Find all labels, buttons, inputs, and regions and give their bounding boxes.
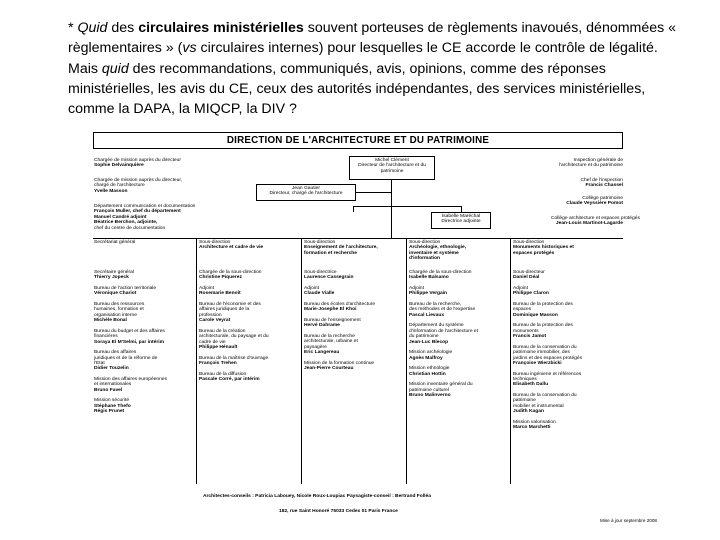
org-line: Christine Piquerez — [199, 275, 242, 281]
org-line: Dominique Masson — [513, 312, 558, 318]
org-line: Philippe Hénault — [199, 345, 238, 351]
org-line: Claude Vialle — [304, 291, 335, 297]
org-line: Bureau de la conservation du — [513, 393, 577, 398]
org-line: chef du centre de documentation — [94, 225, 166, 231]
org-line: Bruno Malinverno — [409, 393, 451, 398]
org-line: Bureau de l'enseignement — [304, 318, 361, 323]
org-line: Didier Touzelin — [94, 366, 129, 372]
org-line: Bureau de la création — [199, 328, 246, 334]
org-line: Françoise Wierzbicki — [513, 361, 562, 367]
org-footer-address: 182, rue Saint Honoré 75033 Cedex 01 Paris France — [279, 509, 398, 514]
left-staff-entry — [94, 204, 195, 231]
org-line: Monuments historiques et — [513, 245, 574, 251]
org-line: Jean Gautier — [291, 186, 320, 191]
org-line: Manuel Candré adjoint — [94, 214, 147, 220]
org-line: espaces — [513, 307, 532, 313]
org-line: Bureau de la protection des — [513, 302, 573, 307]
org-line: Bruno Favel — [94, 387, 123, 393]
org-line: inventaire et système — [409, 250, 459, 256]
org-line: Elisabeth Dallu — [513, 382, 549, 388]
org-line: Directrice adjointe — [441, 219, 481, 225]
subdirection-item — [304, 302, 375, 313]
intro-segment: circulaires ministérielles — [138, 20, 304, 36]
org-line: Bureau des écoles d'architecture — [304, 302, 376, 307]
intro-segment: des — [107, 20, 139, 36]
org-line: Bureau des affaires — [94, 350, 137, 356]
org-line: Adjoint — [304, 286, 319, 291]
subdirection-item — [199, 329, 269, 351]
org-line: Mission valorisation — [513, 419, 556, 425]
org-line: Bureau des ressources — [94, 302, 145, 307]
intro-segment: quid — [101, 60, 129, 77]
org-line: affaires juridiques de la — [199, 307, 250, 313]
subdirection-item — [409, 382, 473, 398]
intro-segment: Quid — [77, 20, 108, 36]
subdirection-item — [304, 318, 361, 329]
intro-segment: vs — [182, 40, 197, 57]
org-footer-advisors: Architectes-conseils : Patricia Labouey, Nicole Roux-Loupiac Paysagiste-conseil : Bertrand Folléa — [203, 494, 431, 499]
org-line: Pascal Lievaux — [409, 312, 445, 318]
org-line: Mission archéologie — [409, 350, 453, 356]
org-line: Collège patrimoine — [582, 196, 623, 201]
right-staff-entry — [551, 178, 623, 189]
subdirection-item — [304, 270, 353, 281]
subdirection-item — [513, 345, 582, 367]
subdirection-head — [199, 240, 263, 251]
org-line: Bureau de la protection des — [513, 323, 573, 329]
org-line: Inspection générale de — [573, 158, 623, 163]
subdirection-item — [409, 286, 447, 297]
subdirection-item — [513, 270, 545, 281]
subdirection-item — [513, 393, 577, 415]
org-line: d'information de l'architecture et — [409, 328, 479, 334]
org-line: Bureau de la conservation du — [513, 344, 577, 350]
org-line: Mission des affaires européennes — [94, 377, 168, 382]
org-line: Bureau de la diffusion — [199, 371, 247, 377]
org-line: Directeur de l'architecture et du — [358, 163, 426, 169]
subdirection-item — [199, 302, 261, 324]
org-line: paysagère — [304, 344, 327, 350]
org-line: Hervé Dahrame — [304, 323, 340, 329]
deputy-box — [431, 212, 491, 229]
org-line: Thierry Jopeck — [94, 275, 129, 281]
org-line: Isabelle Balsamo — [409, 275, 449, 281]
org-line: Jean-Louis Martinot-Lagarde — [555, 221, 623, 227]
org-line: Sous-direction — [304, 240, 336, 245]
org-line: Carole Veyrat — [199, 318, 231, 324]
org-line: Laurence Cassegrain — [304, 275, 354, 281]
subdirection-head — [409, 240, 466, 262]
subdirection-item — [199, 356, 268, 367]
org-line: Sous-directrice — [304, 270, 337, 275]
org-line: Véronique Chariot — [94, 291, 137, 297]
org-line: François Trehen — [199, 361, 237, 366]
org-line: Bureau de la maîtrise d'ouvrage — [199, 355, 269, 361]
org-line: Régis Prunet — [94, 409, 125, 415]
org-line: Sophie Delvainquière — [94, 163, 144, 169]
org-line: patrimoine — [513, 398, 536, 404]
org-line: d'information — [409, 256, 441, 262]
org-line: Michel Clément — [375, 158, 409, 163]
org-line: Chargée de la sous-direction — [409, 270, 472, 275]
subdirection-item — [513, 323, 573, 339]
org-line: patrimoine — [380, 168, 404, 174]
org-line: Philippe Vergain — [409, 291, 448, 297]
org-line: Sous-directeur — [513, 270, 545, 275]
right-staff-entry — [551, 158, 623, 169]
org-line: Directeur, chargé de l'architecture — [269, 191, 343, 197]
subdirection-item — [94, 350, 157, 372]
org-line: Adjoint — [199, 286, 214, 291]
org-line: Bureau de la recherche — [304, 334, 355, 339]
intro-segment: circulaires internes) pour lesquelles le CE accorde le contrôle de légalité. Mais — [68, 40, 658, 77]
org-line: patrimoine culturel — [409, 387, 449, 393]
subdirection-item — [94, 329, 165, 345]
org-line: Bureau de l'action territoriale — [94, 286, 157, 291]
org-line: l'architecture et du patrimoine — [558, 163, 623, 169]
org-line: chargé de l'architecture — [94, 183, 145, 189]
org-line: Mission inventaire général du — [409, 382, 473, 388]
subdirection-item — [94, 302, 144, 324]
org-line: des méthodes et de l'expertise — [409, 307, 476, 313]
subdirection-item — [94, 270, 134, 281]
org-line: Agnès Malfroy — [409, 355, 443, 361]
org-line: Architecture et cadre de vie — [199, 245, 264, 251]
subdirection-item — [513, 286, 549, 297]
left-staff-entry — [94, 158, 181, 169]
org-line: Département communication et documentation — [94, 204, 196, 209]
org-line: humaines, formation et — [94, 307, 144, 313]
org-line: techniques — [513, 377, 537, 382]
org-line: Sous-direction — [199, 240, 231, 245]
director-box — [349, 156, 435, 180]
org-line: juridiques et de la réforme de — [94, 355, 158, 361]
org-line: Christian Hottin — [409, 371, 446, 377]
subdirection-item — [409, 350, 452, 361]
intro-segment: des recommandations, communiqués, avis, opinions, comme des réponses ministérielles, les avis du CE, ceux des autorités indépendantes, des services ministérielles, comme la DAPA, la MIQCP, la DIV ? — [68, 60, 646, 118]
org-line: Yvelle Masson — [94, 188, 128, 194]
org-line: Eric Langereau — [304, 350, 340, 356]
org-line: Bureau de la recherche, — [409, 302, 462, 307]
org-line: Archéologie, ethnologie, — [409, 245, 467, 251]
org-line: organisation interne — [94, 312, 137, 318]
org-line: Mission sécurité — [94, 398, 130, 404]
org-line: Bureau du budget et des affaires — [94, 328, 165, 334]
org-line: Soraya El M'Selmi, par intérim — [94, 339, 164, 345]
org-line: Jean-Pierre Courteau — [304, 366, 354, 372]
org-line: Rosemarie Benoît — [199, 291, 241, 297]
org-line: Mission de la formation continue — [304, 360, 375, 366]
org-line: Adjoint — [409, 286, 424, 291]
org-line: Pascale Corré, par intérim — [199, 377, 260, 382]
org-line: Bureau de l'économie et des — [199, 302, 261, 307]
org-line: Chef de l'inspection — [580, 178, 623, 183]
intro-segment: * — [68, 20, 78, 36]
right-staff-entry — [551, 196, 623, 207]
org-line: Daniel Déal — [513, 275, 540, 281]
subdirection-item — [409, 366, 450, 377]
left-staff-entry — [94, 178, 182, 194]
subdirection-item — [94, 377, 167, 393]
subdirection-item — [513, 372, 581, 388]
org-line: Marie-Josephe El Khoi — [304, 307, 357, 313]
org-line: et internationales — [94, 382, 132, 388]
subdirection-item — [94, 398, 131, 414]
org-line: Adjoint — [513, 286, 528, 291]
subdirection-item — [304, 286, 334, 297]
org-line: Jean-Luc Blecop — [409, 339, 449, 345]
subdirection-item — [199, 372, 260, 383]
org-line: Collège architecture et espaces protégés — [551, 216, 640, 221]
org-line: Mission ethnologie — [409, 366, 450, 372]
subdirection-item — [513, 302, 573, 318]
org-line: Francis Chassel — [585, 183, 623, 189]
subdirection-item — [304, 334, 358, 356]
org-line: Sous-direction — [409, 240, 441, 245]
intro-paragraph — [68, 18, 688, 119]
subdirection-item — [199, 270, 262, 281]
org-line: formation et recherche — [304, 250, 357, 256]
subdirection-item — [94, 286, 156, 297]
org-line: monuments — [513, 328, 539, 334]
subdirection-item — [409, 302, 475, 318]
org-chart — [93, 132, 657, 527]
org-line: l'Etat — [94, 361, 105, 366]
org-line: Claude Veyssière Pomot — [566, 201, 623, 207]
subdirection-head — [304, 240, 378, 256]
org-line: Sous-direction — [513, 240, 545, 245]
subdirection-item — [304, 361, 374, 372]
subdirection-item — [409, 270, 472, 281]
org-line: Chargée de mission auprès du directeur — [94, 158, 181, 163]
org-line: Judith Kagan — [513, 409, 544, 415]
org-line: du patrimoine — [409, 334, 439, 340]
org-line: patrimoine immobilier, des — [513, 350, 570, 356]
org-update-note: Mise à jour septembre 2008 — [600, 518, 657, 523]
org-line: Marco Marchetti — [513, 425, 551, 431]
org-line: cadre de vie — [199, 339, 226, 345]
org-line: Chargée de la sous-direction — [199, 270, 262, 275]
org-line: mobilier et instrumental — [513, 403, 564, 409]
org-line: architecturale, du paysage et du — [199, 334, 269, 340]
org-line: Stéphane Thefo — [94, 403, 131, 409]
org-line: jardins et des espaces protégés — [513, 355, 583, 361]
org-line: profession — [199, 312, 222, 318]
org-line: espaces protégés — [513, 250, 555, 256]
chief-of-staff-box — [256, 184, 356, 201]
org-line: financières — [94, 334, 118, 340]
org-chart-title: DIRECTION DE L'ARCHITECTURE ET DU PATRIMOINE — [93, 132, 623, 149]
org-line: Michèle Bonal — [94, 318, 127, 324]
org-line: Bureau ingénierie et références — [513, 371, 582, 377]
subdirection-item — [199, 286, 241, 297]
org-line: Enseignement de l'architecture, — [304, 245, 378, 251]
org-line: Béatrice Berchon, adjointe, — [94, 220, 158, 226]
org-line: François Muller, chef du département — [94, 209, 181, 215]
org-line: Isabelle Maréchal — [441, 214, 481, 219]
org-line: Philippe Claron — [513, 291, 549, 297]
org-line: Secrétaire général — [94, 270, 134, 275]
intro-segment: souvent porteuses de règlements inavoués, dénommées « règlementaires » ( — [68, 20, 677, 57]
org-line: Secrétariat général — [94, 240, 136, 245]
subdirection-item — [409, 323, 478, 345]
right-staff-entry — [551, 216, 640, 227]
org-line: Chargée de mission auprès du directeur, — [94, 178, 183, 183]
org-line: Département du système — [409, 323, 464, 329]
subdirection-head — [513, 240, 574, 256]
org-line: Francis Jamot — [513, 334, 547, 340]
subdirection-item — [513, 420, 556, 431]
subdirection-head — [94, 240, 135, 245]
org-line: architecturale, urbaine et — [304, 339, 358, 345]
